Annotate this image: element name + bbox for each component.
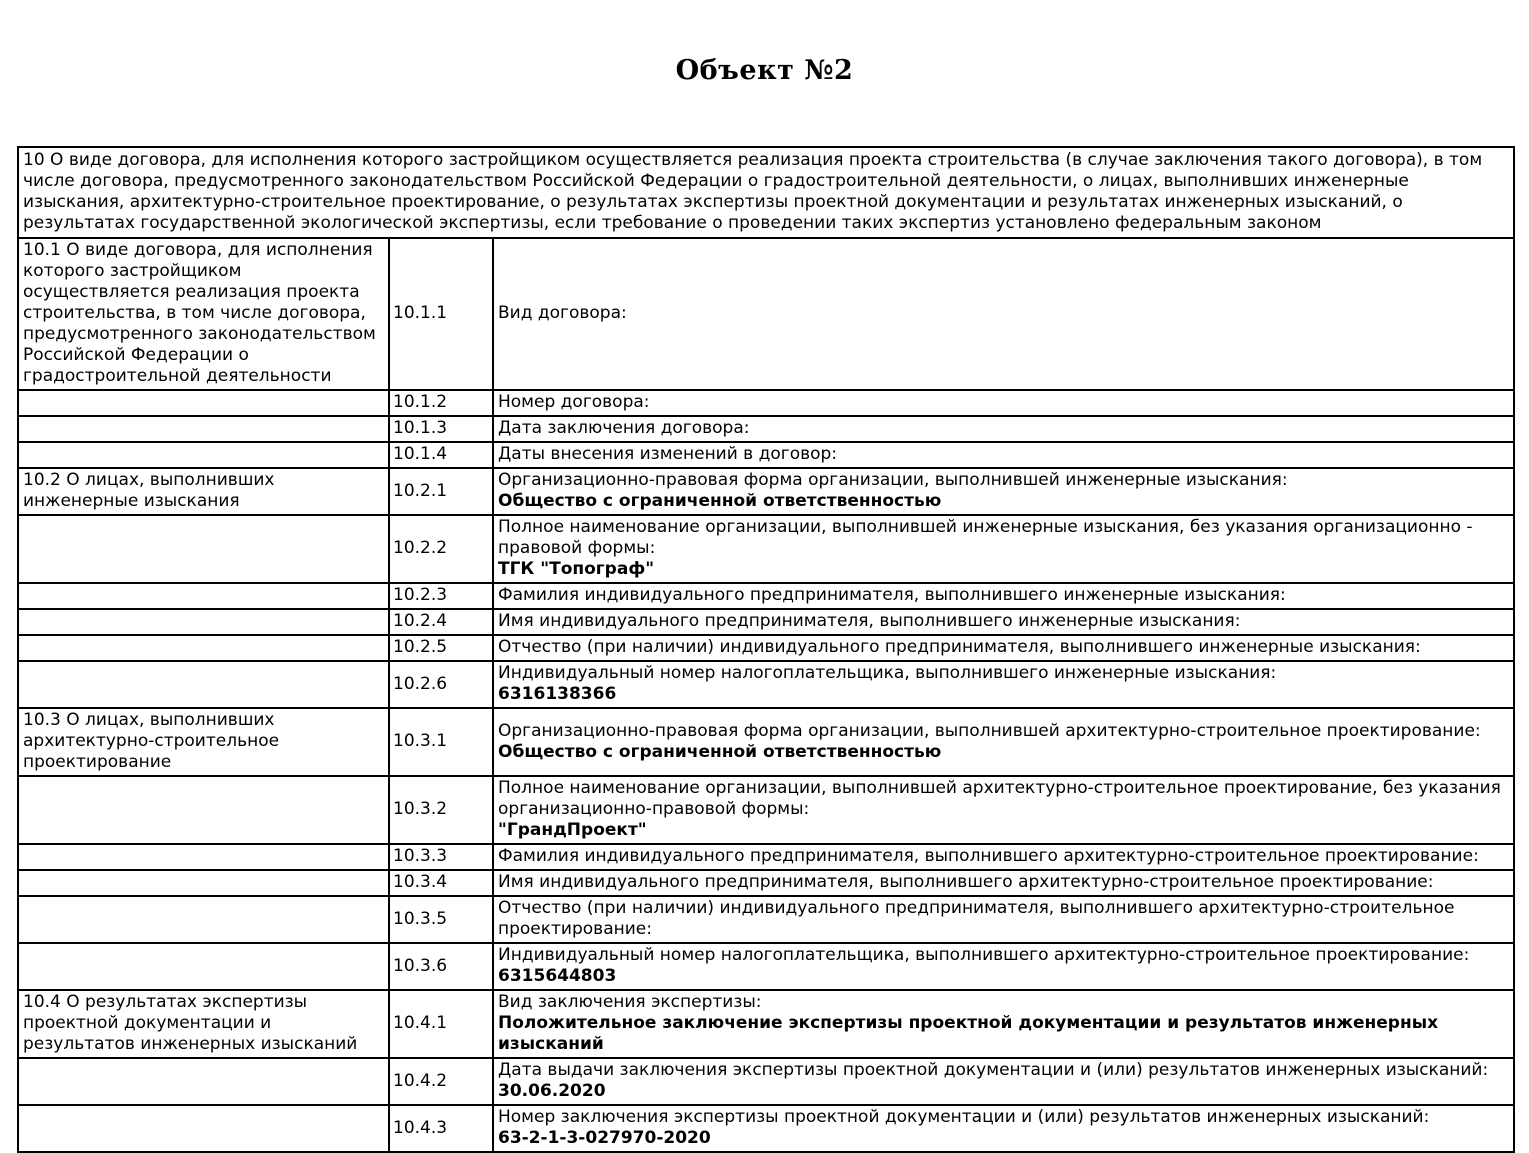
row-content-cell bbox=[493, 990, 1514, 1058]
field-label: Имя индивидуального предпринимателя, выполнившего архитектурно-строительное проектирование: bbox=[498, 872, 1434, 892]
field-label: Вид договора: bbox=[498, 303, 627, 323]
table-row bbox=[18, 468, 1514, 515]
section-label-cell bbox=[18, 1058, 389, 1105]
row-content-cell bbox=[493, 442, 1514, 468]
table-row bbox=[18, 708, 1514, 776]
table-row bbox=[18, 661, 1514, 708]
field-label: Полное наименование организации, выполнившей инженерные изыскания, без указания организационно - правовой формы: bbox=[498, 517, 1473, 558]
field-value: Положительное заключение экспертизы проектной документации и результатов инженерных изысканий bbox=[498, 1013, 1439, 1054]
field-value: Общество с ограниченной ответственностью bbox=[498, 491, 942, 511]
row-number-cell: 10.2.6 bbox=[389, 661, 493, 708]
row-content-cell bbox=[493, 609, 1514, 635]
table-row bbox=[18, 515, 1514, 583]
field-label: Номер заключения экспертизы проектной документации и (или) результатов инженерных изысканий: bbox=[498, 1107, 1430, 1127]
section-10-header: 10 О виде договора, для исполнения которого застройщиком осуществляется реализация проекта строительства (в случае заключения такого договора), в том числе договора, предусмотренного законодательством Российской Федерации о градостроительной деятельности, о лицах, выполнивших инженерные изыскания, архитектурно-строительное проектирование, о результатах экспертизы проектной документации и результатах инженерных изысканий, о результатах государственной экологической экспертизы, если требование о проведении таких экспертиз установлено федеральным законом bbox=[18, 147, 1514, 238]
table-row bbox=[18, 416, 1514, 442]
table-row bbox=[18, 990, 1514, 1058]
field-value: 6316138366 bbox=[498, 684, 617, 704]
field-label: Индивидуальный номер налогоплательщика, выполнившего архитектурно-строительное проектирование: bbox=[498, 945, 1470, 965]
field-label: Дата заключения договора: bbox=[498, 418, 750, 438]
row-content-cell bbox=[493, 1058, 1514, 1105]
table-row bbox=[18, 943, 1514, 990]
row-number-cell: 10.3.6 bbox=[389, 943, 493, 990]
row-content-cell bbox=[493, 661, 1514, 708]
row-number-cell: 10.4.3 bbox=[389, 1105, 493, 1152]
row-number-cell: 10.1.2 bbox=[389, 390, 493, 416]
field-label: Вид заключения экспертизы: bbox=[498, 992, 762, 1012]
table-row bbox=[18, 238, 1514, 390]
table-row bbox=[18, 1105, 1514, 1152]
section-label-cell bbox=[18, 515, 389, 583]
table-body bbox=[18, 238, 1514, 1152]
section-label-cell bbox=[18, 1105, 389, 1152]
row-number-cell: 10.1.1 bbox=[389, 238, 493, 390]
row-content-cell bbox=[493, 583, 1514, 609]
table-row bbox=[18, 390, 1514, 416]
row-number-cell: 10.4.1 bbox=[389, 990, 493, 1058]
section-label-cell bbox=[18, 870, 389, 896]
row-number-cell: 10.2.5 bbox=[389, 635, 493, 661]
row-content-cell bbox=[493, 776, 1514, 844]
field-label: Полное наименование организации, выполнившей архитектурно-строительное проектирование, без указания организационно-правовой формы: bbox=[498, 778, 1501, 819]
section-label-cell: 10.4 О результатах экспертизы проектной документации и результатов инженерных изысканий bbox=[18, 990, 389, 1058]
section-label-cell: 10.2 О лицах, выполнивших инженерные изыскания bbox=[18, 468, 389, 515]
row-content-cell bbox=[493, 844, 1514, 870]
row-number-cell: 10.3.5 bbox=[389, 896, 493, 943]
section-label-cell bbox=[18, 776, 389, 844]
row-number-cell: 10.2.2 bbox=[389, 515, 493, 583]
row-content-cell bbox=[493, 635, 1514, 661]
field-value: 6315644803 bbox=[498, 966, 617, 986]
row-content-cell bbox=[493, 515, 1514, 583]
section-label-cell bbox=[18, 416, 389, 442]
field-value: "ГрандПроект" bbox=[498, 820, 647, 840]
row-content-cell bbox=[493, 708, 1514, 776]
declaration-table bbox=[17, 146, 1515, 1153]
row-number-cell: 10.3.3 bbox=[389, 844, 493, 870]
table-row bbox=[18, 870, 1514, 896]
row-number-cell: 10.3.2 bbox=[389, 776, 493, 844]
section-label-cell bbox=[18, 943, 389, 990]
field-label: Отчество (при наличии) индивидуального предпринимателя, выполнившего архитектурно-строительное проектирование: bbox=[498, 898, 1455, 939]
section-label-cell bbox=[18, 609, 389, 635]
field-label: Индивидуальный номер налогоплательщика, выполнившего инженерные изыскания: bbox=[498, 663, 1277, 683]
row-number-cell: 10.4.2 bbox=[389, 1058, 493, 1105]
table-row bbox=[18, 844, 1514, 870]
field-label: Фамилия индивидуального предпринимателя, выполнившего архитектурно-строительное проектирование: bbox=[498, 846, 1479, 866]
row-number-cell: 10.3.4 bbox=[389, 870, 493, 896]
section-label-cell: 10.3 О лицах, выполнивших архитектурно-строительное проектирование bbox=[18, 708, 389, 776]
field-value: ТГК "Топограф" bbox=[498, 559, 655, 579]
field-label: Номер договора: bbox=[498, 392, 650, 412]
row-number-cell: 10.1.3 bbox=[389, 416, 493, 442]
row-content-cell bbox=[493, 870, 1514, 896]
row-number-cell: 10.3.1 bbox=[389, 708, 493, 776]
section-label-cell bbox=[18, 844, 389, 870]
section-label-cell bbox=[18, 635, 389, 661]
row-number-cell: 10.1.4 bbox=[389, 442, 493, 468]
row-content-cell bbox=[493, 896, 1514, 943]
page-title: Объект №2 bbox=[675, 55, 854, 86]
field-label: Фамилия индивидуального предпринимателя, выполнившего инженерные изыскания: bbox=[498, 585, 1286, 605]
field-value: Общество с ограниченной ответственностью bbox=[498, 741, 942, 762]
field-label: Имя индивидуального предпринимателя, выполнившего инженерные изыскания: bbox=[498, 611, 1241, 631]
row-content-cell bbox=[493, 390, 1514, 416]
table-row bbox=[18, 583, 1514, 609]
row-content-cell bbox=[493, 468, 1514, 515]
row-content-cell bbox=[493, 943, 1514, 990]
table-row bbox=[18, 1058, 1514, 1105]
section-label-cell bbox=[18, 896, 389, 943]
table-row bbox=[18, 609, 1514, 635]
row-content-cell bbox=[493, 416, 1514, 442]
row-content-cell bbox=[493, 1105, 1514, 1152]
section-label-cell bbox=[18, 583, 389, 609]
row-number-cell: 10.2.1 bbox=[389, 468, 493, 515]
table-header-row bbox=[18, 147, 1514, 238]
section-label-cell bbox=[18, 661, 389, 708]
row-content-cell bbox=[493, 238, 1514, 390]
section-label-cell bbox=[18, 442, 389, 468]
field-label: Отчество (при наличии) индивидуального предпринимателя, выполнившего инженерные изыскания: bbox=[498, 637, 1421, 657]
table-row bbox=[18, 442, 1514, 468]
field-label: Даты внесения изменений в договор: bbox=[498, 444, 838, 464]
section-label-cell: 10.1 О виде договора, для исполнения которого застройщиком осуществляется реализация проекта строительства, в том числе договора, предусмотренного законодательством Российской Федерации о градостроительной деятельности bbox=[18, 238, 389, 390]
section-label-cell bbox=[18, 390, 389, 416]
field-value: 30.06.2020 bbox=[498, 1081, 606, 1101]
row-number-cell: 10.2.4 bbox=[389, 609, 493, 635]
field-label: Организационно-правовая форма организации, выполнившей инженерные изыскания: bbox=[498, 470, 1288, 490]
row-number-cell: 10.2.3 bbox=[389, 583, 493, 609]
table-row bbox=[18, 776, 1514, 844]
field-label: Дата выдачи заключения экспертизы проектной документации и (или) результатов инженерных изысканий: bbox=[498, 1060, 1489, 1080]
table-row bbox=[18, 635, 1514, 661]
field-label: Организационно-правовая форма организации, выполнившей архитектурно-строительное проектирование: bbox=[498, 720, 1481, 741]
field-value: 63-2-1-3-027970-2020 bbox=[498, 1128, 711, 1148]
table-row bbox=[18, 896, 1514, 943]
